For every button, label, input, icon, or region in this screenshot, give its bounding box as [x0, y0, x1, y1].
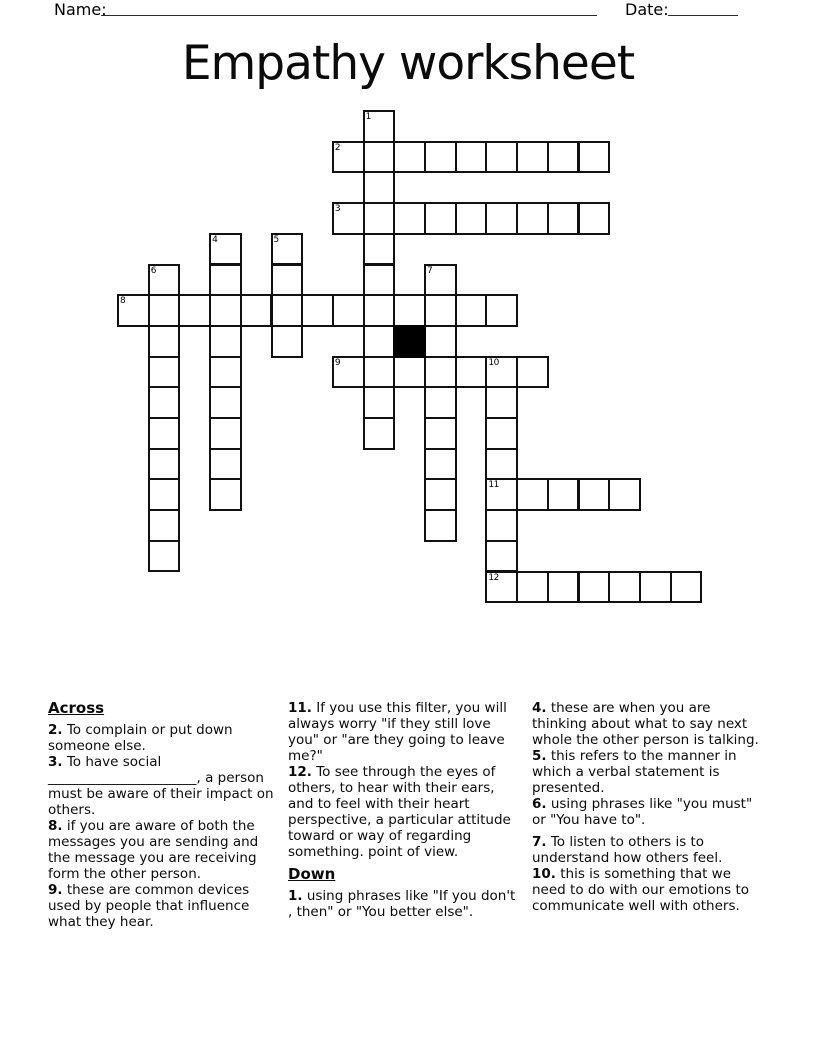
grid-cell — [148, 509, 181, 542]
grid-cell — [178, 294, 211, 327]
grid-cell — [209, 417, 242, 450]
grid-cell — [455, 202, 488, 235]
grid-cell — [363, 325, 396, 358]
clue-6: 6. using phrases like "you must" or "You have to". — [532, 796, 753, 828]
grid-cell — [148, 386, 181, 419]
grid-cell — [608, 571, 641, 604]
grid-cell — [271, 325, 304, 358]
grid-cell — [485, 571, 518, 604]
grid-cell — [455, 294, 488, 327]
grid-cell — [485, 356, 518, 389]
clue-number: 10. — [532, 866, 556, 882]
date-label: Date: — [625, 0, 669, 19]
grid-cell — [332, 141, 365, 174]
grid-cell — [424, 478, 457, 511]
grid-cell — [363, 110, 396, 143]
grid-cell — [209, 478, 242, 511]
clue-4: 4. these are when you are thinking about what to say next whole the other person is talking. — [532, 700, 759, 748]
grid-cell — [393, 141, 426, 174]
clue-5: 5. this refers to the manner in which a verbal statement is presented. — [532, 748, 737, 796]
clue-12: 12. To see through the eyes of others, to hear with their ears, and to feel with their heart perspective, a particular attitude toward or way of regarding something. point of view. — [288, 764, 511, 860]
clue-column-1 — [48, 700, 278, 930]
clue-number: 8. — [48, 818, 63, 834]
grid-cell — [485, 448, 518, 481]
grid-cell — [209, 294, 242, 327]
grid-cell — [424, 417, 457, 450]
clue-number: 6. — [532, 796, 547, 812]
grid-cell-number: 6 — [150, 265, 156, 276]
grid-cell — [332, 294, 365, 327]
grid-cell — [516, 141, 549, 174]
grid-cell — [485, 202, 518, 235]
grid-cell-number: 2 — [334, 142, 341, 153]
grid-cell — [424, 509, 457, 542]
grid-cell — [363, 264, 396, 297]
grid-cell — [578, 571, 611, 604]
clue-11: 11. If you use this filter, you will always worry "if they still love you" or "are they going to leave me?" — [288, 700, 507, 764]
grid-cell — [148, 356, 181, 389]
grid-cell — [485, 509, 518, 542]
grid-cell — [485, 540, 518, 573]
grid-cell — [271, 233, 304, 266]
grid-cell-number: 7 — [427, 265, 433, 276]
clue-9: 9. these are common devices used by people that influence what they hear. — [48, 882, 250, 930]
clue-column-2 — [288, 700, 520, 920]
grid-cell — [639, 571, 672, 604]
grid-cell-number: 9 — [334, 357, 341, 368]
grid-cell — [578, 141, 611, 174]
grid-cell — [363, 294, 396, 327]
grid-cell — [424, 294, 457, 327]
grid-cell — [148, 448, 181, 481]
grid-cell — [148, 417, 181, 450]
clue-number: 5. — [532, 748, 547, 764]
clue-2: 2. To complain or put down someone else. — [48, 722, 233, 754]
grid-cell — [363, 202, 396, 235]
grid-cell — [332, 356, 365, 389]
clue-1: 1. using phrases like "If you don't , then" or "You better else". — [288, 888, 516, 920]
grid-cell — [363, 417, 396, 450]
clues-down-heading: Down — [288, 865, 336, 883]
grid-cell — [148, 540, 181, 573]
grid-cell — [271, 264, 304, 297]
grid-cell — [363, 141, 396, 174]
grid-cell — [547, 202, 580, 235]
clue-number: 9. — [48, 882, 63, 898]
grid-cell — [516, 478, 549, 511]
clue-number: 4. — [532, 700, 547, 716]
clue-number: 7. — [532, 834, 547, 850]
grid-cell — [485, 294, 518, 327]
grid-cell — [424, 202, 457, 235]
grid-cell — [578, 478, 611, 511]
grid-cell — [455, 356, 488, 389]
grid-cell — [117, 294, 150, 327]
grid-cell — [148, 325, 181, 358]
grid-cell-number: 8 — [120, 296, 126, 307]
grid-cell — [209, 386, 242, 419]
name-blank-line — [101, 0, 597, 16]
grid-cell — [209, 325, 242, 358]
clue-number: 3. — [48, 754, 63, 770]
grid-cell — [209, 356, 242, 389]
grid-cell-number: 1 — [365, 112, 371, 122]
grid-cell-number: 11 — [488, 480, 499, 491]
grid-cell — [578, 202, 611, 235]
clue-number: 2. — [48, 722, 63, 738]
grid-cell — [485, 417, 518, 450]
clue-number: 12. — [288, 764, 312, 780]
grid-cell — [608, 478, 641, 511]
grid-cell — [393, 294, 426, 327]
grid-cell — [424, 448, 457, 481]
grid-cell — [516, 202, 549, 235]
clue-number: 1. — [288, 888, 303, 904]
grid-cell — [424, 386, 457, 419]
grid-cell — [424, 141, 457, 174]
page-title: Empathy worksheet — [181, 36, 635, 91]
grid-cell — [393, 202, 426, 235]
name-label: Name: — [54, 0, 107, 19]
grid-cell — [240, 294, 273, 327]
grid-cell-number: 3 — [334, 204, 341, 215]
grid-cell — [670, 571, 703, 604]
grid-cell-number: 5 — [273, 234, 279, 245]
grid-cell — [332, 202, 365, 235]
clue-3: 3. To have social ______________________, a person must be aware of their impact on others. — [48, 754, 274, 818]
date-blank-line — [668, 0, 738, 16]
grid-cell — [363, 233, 396, 266]
clue-10: 10. this is something that we need to do with our emotions to communicate well with others. — [532, 866, 750, 914]
grid-cell — [301, 294, 334, 327]
grid-cell — [547, 478, 580, 511]
grid-cell — [271, 294, 304, 327]
grid-cell — [424, 325, 457, 358]
grid-cell — [393, 356, 426, 389]
grid-cell — [148, 294, 181, 327]
clue-7: 7. To listen to others is to understand how others feel. — [532, 834, 723, 866]
clue-column-3 — [532, 700, 762, 914]
grid-cell — [547, 571, 580, 604]
grid-cell — [209, 448, 242, 481]
clue-8: 8. if you are aware of both the messages you are sending and the message you are receiving form the other person. — [48, 818, 259, 882]
grid-cell — [485, 478, 518, 511]
grid-cell — [424, 356, 457, 389]
grid-cell-number: 4 — [212, 234, 218, 245]
grid-cell — [516, 571, 549, 604]
grid-cell-number: 10 — [488, 357, 499, 368]
grid-cell — [485, 141, 518, 174]
grid-cell — [363, 386, 396, 419]
grid-cell — [516, 356, 549, 389]
grid-cell — [363, 171, 396, 204]
grid-cell — [148, 478, 181, 511]
grid-cell — [148, 264, 181, 297]
grid-cell — [209, 233, 242, 266]
grid-cell-number: 12 — [488, 572, 499, 583]
grid-cell — [209, 264, 242, 297]
grid-cell — [547, 141, 580, 174]
grid-cell — [424, 264, 457, 297]
grid-cell — [485, 386, 518, 419]
grid-cell — [363, 356, 396, 389]
grid-cell — [455, 141, 488, 174]
clues-across-heading: Across — [48, 699, 105, 717]
grid-black-cell — [393, 325, 426, 358]
clue-number: 11. — [288, 700, 312, 716]
